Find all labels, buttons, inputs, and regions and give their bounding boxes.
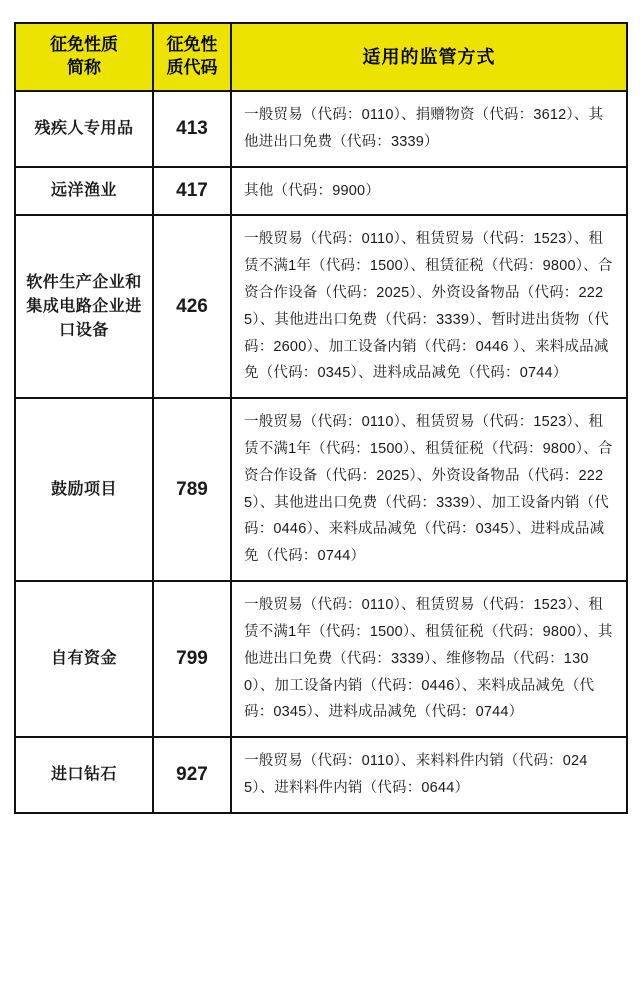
table-row [15,167,627,216]
cell-name: 远洋渔业 [15,167,153,216]
cell-supervision: 一般贸易（代码：0110）、捐赠物资（代码：3612）、其他进出口免费（代码：3339） [231,91,627,167]
cell-supervision: 一般贸易（代码：0110）、租赁贸易（代码：1523）、租赁不满1年（代码：1500）、租赁征税（代码：9800）、其他进出口免费（代码：3339）、维修物品（代码：1300）、加工设备内销（代码：0446）、来料成品减免（代码：0345）、进料成品减免（代码：0744） [231,581,627,737]
cell-code: 417 [153,167,231,216]
cell-supervision: 一般贸易（代码：0110）、来料料件内销（代码：0245）、进料料件内销（代码：0644） [231,737,627,813]
table-body [15,91,627,813]
column-header-supervision: 适用的监管方式 [231,23,627,91]
cell-code: 789 [153,398,231,581]
column-header-name-line2: 简称 [67,57,101,77]
table-row [15,215,627,398]
cell-code: 426 [153,215,231,398]
column-header-name [15,23,153,91]
column-header-name-line1: 征免性质 [50,35,118,54]
column-header-code-line2: 质代码 [166,57,218,77]
table-row [15,581,627,737]
cell-name: 残疾人专用品 [15,91,153,167]
table-row [15,737,627,813]
column-header-code-line1: 征免性 [166,35,218,54]
table-header-row [15,23,627,91]
column-header-code [153,23,231,91]
cell-name: 鼓励项目 [15,398,153,581]
cell-code: 413 [153,91,231,167]
cell-name: 进口钻石 [15,737,153,813]
table-header [15,23,627,91]
cell-name: 自有资金 [15,581,153,737]
table-row [15,91,627,167]
table-row [15,398,627,581]
cell-name: 软件生产企业和集成电路企业进口设备 [15,215,153,398]
cell-supervision: 其他（代码：9900） [231,167,627,216]
cell-code: 927 [153,737,231,813]
cell-supervision: 一般贸易（代码：0110）、租赁贸易（代码：1523）、租赁不满1年（代码：1500）、租赁征税（代码：9800）、合资合作设备（代码：2025）、外资设备物品（代码：2225）、其他进出口免费（代码：3339）、加工设备内销（代码：0446）、来料成品减免（代码：0345）、进料成品减免（代码：0744） [231,398,627,581]
cell-supervision: 一般贸易（代码：0110）、租赁贸易（代码：1523）、租赁不满1年（代码：1500）、租赁征税（代码：9800）、合资合作设备（代码：2025）、外资设备物品（代码：2225）、其他进出口免费（代码：3339）、暂时进出货物（代码：2600）、加工设备内销（代码：0446 ）、来料成品减免（代码：0345）、进料成品减免（代码：0744） [231,215,627,398]
cell-code: 799 [153,581,231,737]
exemption-nature-table [14,22,628,814]
